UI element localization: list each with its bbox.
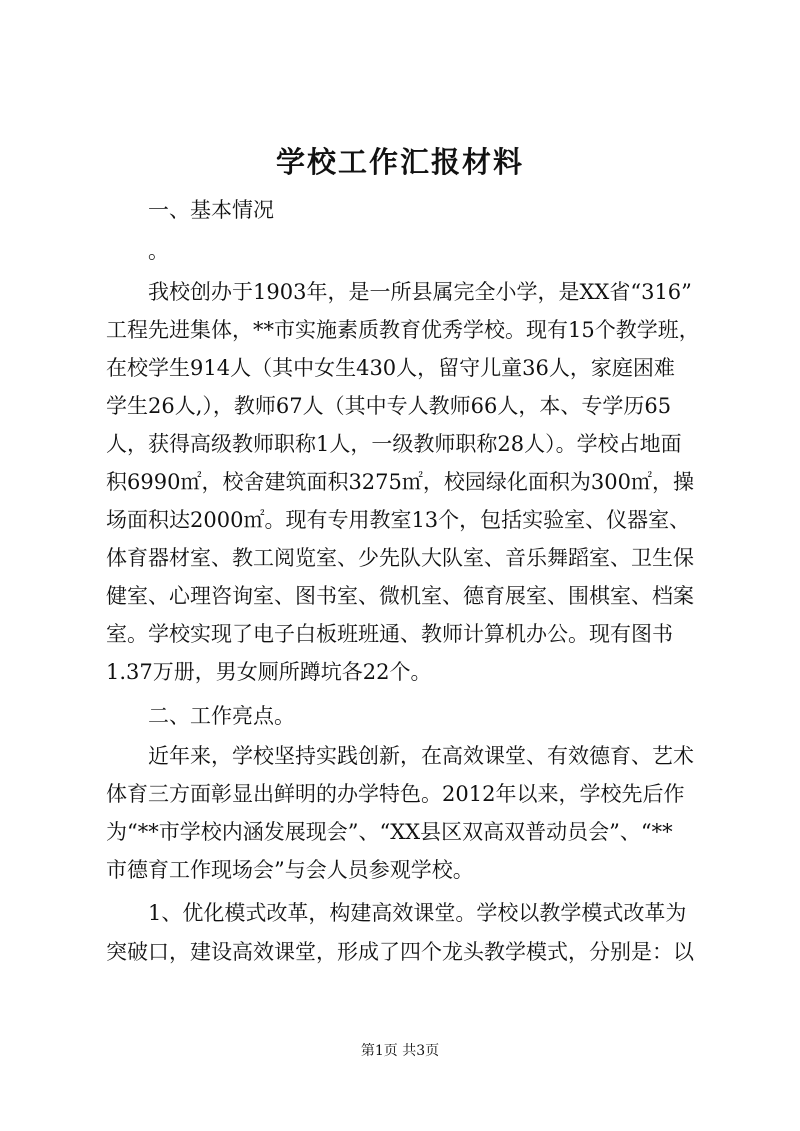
section-heading-basic: 一、基本情况 <box>148 198 274 222</box>
paragraph-line: 体育三方面彰显出鲜明的办学特色。2012年以来，学校先后作 <box>106 782 685 806</box>
paragraph-line: 1、优化模式改革，构建高效课堂。学校以教学模式改革为 <box>148 901 687 925</box>
paragraph-line: 。 <box>148 239 169 263</box>
paragraph-line: 1.37万册，男女厕所蹲坑各22个。 <box>106 660 432 684</box>
section-heading-highlights: 二、工作亮点。 <box>148 704 295 728</box>
paragraph-line: 市德育工作现场会”与会人员参观学校。 <box>106 858 474 882</box>
page-number-footer: 第1页 共3页 <box>360 1043 440 1059</box>
paragraph-line: 场面积达2000㎡。现有专用教室13个，包括实验室、仪器室、 <box>106 508 691 532</box>
paragraph-line: 我校创办于1903年，是一所县属完全小学，是XX省“316” <box>148 280 692 304</box>
paragraph-line: 人，获得高级教师职称1人，一级教师职称28人）。学校占地面 <box>106 432 682 456</box>
paragraph-line: 健室、心理咨询室、图书室、微机室、德育展室、围棋室、档案 <box>106 584 694 608</box>
paragraph-line: 学生26人,），教师67人（其中专人教师66人，本、专学历65 <box>106 394 672 418</box>
paragraph-line: 近年来，学校坚持实践创新，在高效课堂、有效德育、艺术 <box>148 744 694 768</box>
paragraph-line: 为“**市学校内涵发展现会”、“XX县区双高双普动员会”、“** <box>106 820 673 844</box>
paragraph-line: 积6990㎡，校舍建筑面积3275㎡，校园绿化面积为300㎡，操 <box>106 470 694 494</box>
paragraph-line: 在校学生914人（其中女生430人，留守儿童36人，家庭困难 <box>106 356 675 380</box>
paragraph-line: 工程先进集体，**市实施素质教育优秀学校。现有15个教学班， <box>106 318 700 342</box>
paragraph-line: 室。学校实现了电子白板班班通、教师计算机办公。现有图书 <box>106 622 673 646</box>
document-title: 学校工作汇报材料 <box>275 145 524 179</box>
paragraph-line: 突破口，建设高效课堂，形成了四个龙头教学模式，分别是：以 <box>106 940 694 964</box>
paragraph-line: 体育器材室、教工阅览室、少先队大队室、音乐舞蹈室、卫生保 <box>106 546 694 570</box>
